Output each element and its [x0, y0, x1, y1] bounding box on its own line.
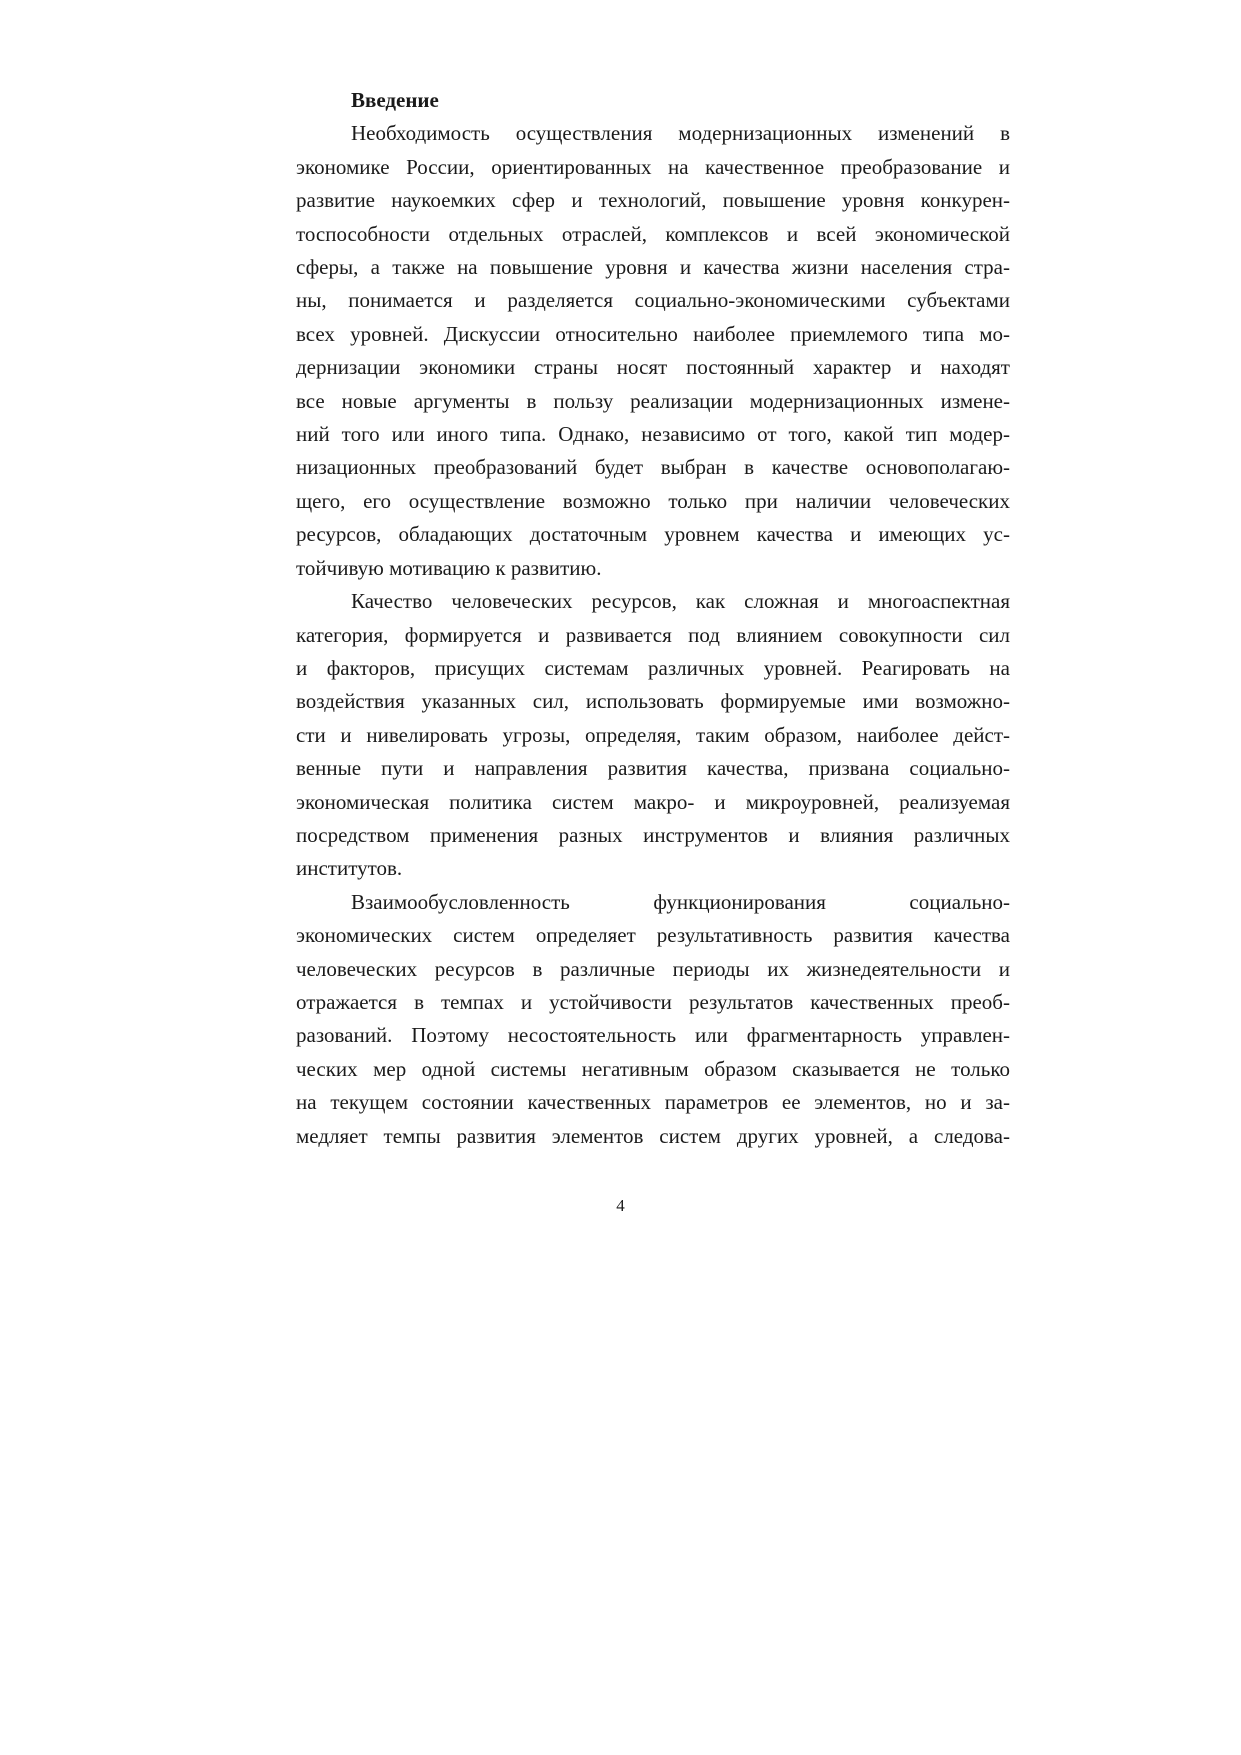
paragraph-3 [296, 886, 1010, 1153]
paragraph-line: сти и нивелировать угрозы, определяя, таким образом, наиболее дейст- [296, 722, 1010, 747]
paragraph-line: разований. Поэтому несостоятельность или фрагментарность управлен- [296, 1023, 1010, 1048]
paragraph-line: тойчивую мотивацию к развитию. [296, 555, 602, 580]
paragraph-line: тоспособности отдельных отраслей, комплексов и всей экономической [296, 221, 1010, 246]
paragraph-line: щего, его осуществление возможно только при наличии человеческих [296, 488, 1010, 513]
section-heading: Введение [351, 88, 439, 112]
paragraph-line: медляет темпы развития элементов систем других уровней, а следова- [296, 1123, 1010, 1148]
paragraph-line: Качество человеческих ресурсов, как сложная и многоаспектная [351, 589, 1010, 614]
paragraph-line: все новые аргументы в пользу реализации модернизационных измене- [296, 388, 1010, 413]
paragraph-line: человеческих ресурсов в различные периоды их жизнедеятельности и [296, 956, 1010, 981]
paragraph-line: на текущем состоянии качественных параметров ее элементов, но и за- [296, 1090, 1010, 1115]
paragraph-line: Необходимость осуществления модернизационных изменений в [351, 121, 1010, 146]
paragraph-line: сферы, а также на повышение уровня и качества жизни населения стра- [296, 255, 1010, 280]
paragraph-line: экономическая политика систем макро- и микроуровней, реализуемая [296, 789, 1010, 814]
paragraph-line: ческих мер одной системы негативным образом сказывается не только [296, 1056, 1010, 1081]
paragraph-line: категория, формируется и развивается под влиянием совокупности сил [296, 622, 1010, 647]
paragraph-line: и факторов, присущих системам различных уровней. Реагировать на [296, 655, 1010, 680]
paragraph-line: воздействия указанных сил, использовать формируемые ими возможно- [296, 689, 1010, 714]
page-number: 4 [616, 1196, 625, 1215]
paragraph-line: отражается в темпах и устойчивости результатов качественных преоб- [296, 989, 1010, 1014]
paragraph-line: экономике России, ориентированных на качественное преобразование и [296, 154, 1010, 179]
paragraph-line: всех уровней. Дискуссии относительно наиболее приемлемого типа мо- [296, 321, 1010, 346]
paragraph-line: венные пути и направления развития качества, призвана социально- [296, 756, 1010, 781]
paragraph-line: ресурсов, обладающих достаточным уровнем качества и имеющих ус- [296, 522, 1010, 547]
paragraph-line: институтов. [296, 856, 403, 881]
paragraph-line: Взаимообусловленность функционирования социально- [351, 889, 1010, 914]
paragraph-line: дернизации экономики страны носят постоянный характер и находят [296, 355, 1010, 380]
text-block [296, 84, 1010, 1153]
paragraph-line: развитие наукоемких сфер и технологий, повышение уровня конкурен- [296, 188, 1010, 213]
paragraph-line: ны, понимается и разделяется социально-экономическими субъектами [296, 288, 1010, 313]
paragraph-1 [296, 117, 1010, 585]
paragraph-line: посредством применения разных инструментов и влияния различных [296, 822, 1010, 847]
paragraph-line: ний того или иного типа. Однако, независимо от того, какой тип модер- [296, 422, 1010, 447]
paragraph-line: экономических систем определяет результативность развития качества [296, 923, 1010, 948]
paragraph-2 [296, 585, 1010, 886]
paragraph-line: низационных преобразований будет выбран в качестве основополагаю- [296, 455, 1010, 480]
